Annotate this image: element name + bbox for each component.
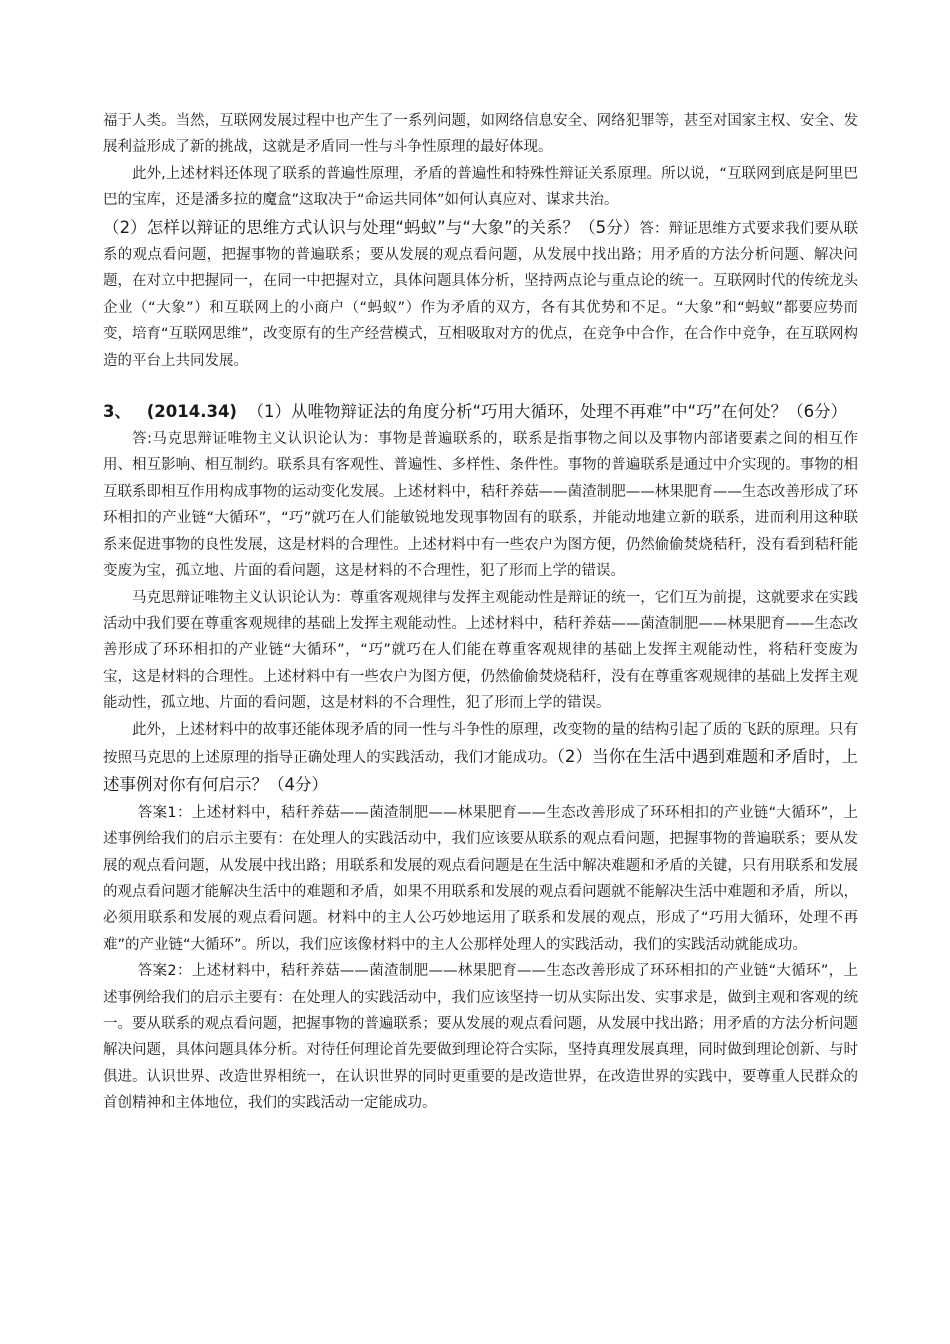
paragraph: 此外,上述材料还体现了联系的普遍性原理，矛盾的普遍性和特殊性辩证关系原理。所以说，“互联网到底是阿里巴巴的宝库，还是潘多拉的魔盒”这取决于“命运共同体”如何认真应对、谋求共治。 bbox=[103, 165, 858, 209]
paragraph: 马克思辩证唯物主义认识论认为：尊重客观规律与发挥主观能动性是辩证的统一，它们互为前提，这就要求在实践活动中我们要在尊重客观规律的基础上发挥主观能动性。上述材料中，秸秆养菇——菌渣制肥——林果肥育——生态改善形成了环环相扣的产业链“大循环”，“巧”就巧在人们能在尊重客观规律的基础上发挥主观能动性，将秸秆变废为宝，这是材料的合理性。上述材料中有一些农户为图方便，仍然偷偷焚烧秸秆，没有在尊重客观规律的基础上发挥主观能动性，孤立地、片面的看问题，这是材料的不合理性，犯了形而上学的错误。 bbox=[103, 589, 858, 712]
question-year: (2014.34) bbox=[146, 402, 237, 422]
paragraph bbox=[103, 717, 858, 800]
question-number: 3、 bbox=[103, 402, 131, 422]
paragraph: 答:马克思辩证唯物主义认识论认为：事物是普遍联系的，联系是指事物之间以及事物内部诸要素之间的相互作用、相互影响、相互制约。联系具有客观性、普遍性、多样性、条件性。事物的普遍联系是通过中介实现的。事物的相互联系即相互作用构成事物的运动变化发展。上述材料中，秸秆养菇——菌渣制肥——林果肥育——生态改善形成了环环相扣的产业链“大循环”，“巧”就巧在人们能敏锐地发现事物固有的联系，并能动地建立新的联系，进而利用这种联系来促进事物的良性发展，这是材料的合理性。上述材料中有一些农户为图方便，仍然偷偷焚烧秸秆，没有看到秸秆能变废为宝，孤立地、片面的看问题，这是材料的不合理性，犯了形而上学的错误。 bbox=[103, 431, 858, 580]
paragraph: 答案1：上述材料中，秸秆养菇——菌渣制肥——林果肥育——生态改善形成了环环相扣的产业链“大循环”，上述事例给我们的启示主要有：在处理人的实践活动中，我们应该要从联系的观点看问题，把握事物的普遍联系；要从发展的观点看问题，从发展中找出路；用联系和发展的观点看问题是在生活中解决难题和矛盾的关键，只有用联系和发展的观点看问题才能解决生活中的难题和矛盾，如果不用联系和发展的观点看问题就不能解决生活中难题和矛盾，所以，必须用联系和发展的观点看问题。材料中的主人公巧妙地运用了联系和发展的观点，形成了“巧用大循环，处理不再难”的产业链“大循环”。所以，我们应该像材料中的主人公那样处理人的实践活动，我们的实践活动就能成功。 bbox=[103, 804, 858, 953]
question-2-title: （2）当你在生活中遇到难题和矛盾时，上述事例对你有何启示？（4分） bbox=[103, 746, 858, 795]
paragraph: 答案2：上述材料中，秸秆养菇——菌渣制肥——林果肥育——生态改善形成了环环相扣的产业链“大循环”，上述事例给我们的启示主要有：在处理人的实践活动中，我们应该坚持一切从实际出发、实事求是，做到主观和客观的统一。要从联系的观点看问题，把握事物的普遍联系；要从发展的观点看问题，从发展中找出路；用矛盾的方法分析问题解决问题，具体问题具体分析。对待任何理论首先要做到理论符合实际，坚持真理发展真理，同时做到理论创新、与时俱进。认识世界、改造世界相统一，在认识世界的同时更重要的是改造世界，在改造世界的实践中，要尊重人民群众的首创精神和主体地位，我们的实践活动一定能成功。 bbox=[103, 963, 858, 1112]
question-text: （1）从唯物辩证法的角度分析“巧用大循环，处理不再难”中“巧”在何处？（6分） bbox=[247, 402, 848, 422]
answer-text: 此外，上述材料中的故事还能体现矛盾的同一性与斗争性的原理，改变物的量的结构引起了质的飞跃的原理。只有按照马克思的上述原理的指导正确处理人的实践活动，我们才能成功。 bbox=[103, 721, 858, 766]
paragraph: 福于人类。当然，互联网发展过程中也产生了一系列问题，如网络信息安全、网络犯罪等，甚至对国家主权、安全、发展利益形成了新的挑战，这就是矛盾同一性与斗争性原理的最好体现。 bbox=[103, 113, 858, 156]
answer-text: 答：辩证思维方式要求我们要从联系的观点看问题，把握事物的普遍联系；要从发展的观点看问题，从发展中找出路；用矛盾的方法分析问题、解决问题，在对立中把握同一，在同一中把握对立，具体问题具体分析，坚持两点论与重点论的统一。互联网时代的传统龙头企业（“大象”）和互联网上的小商户（“蚂蚁”）作为矛盾的双方，各有其优势和不足。“大象”和“蚂蚁”都要应势而变，培育“互联网思维”，改变原有的生产经营模式，互相吸取对方的优点，在竞争中合作，在合作中竞争，在互联网构造的平台上共同发展。 bbox=[103, 220, 858, 369]
question-2-title: （2）怎样以辩证的思维方式认识与处理“蚂蚁”与“大象”的关系？（5分） bbox=[103, 217, 640, 237]
spacer bbox=[103, 374, 858, 398]
paragraph bbox=[103, 214, 858, 374]
document-page bbox=[103, 108, 858, 1117]
question-3-heading bbox=[103, 398, 858, 426]
